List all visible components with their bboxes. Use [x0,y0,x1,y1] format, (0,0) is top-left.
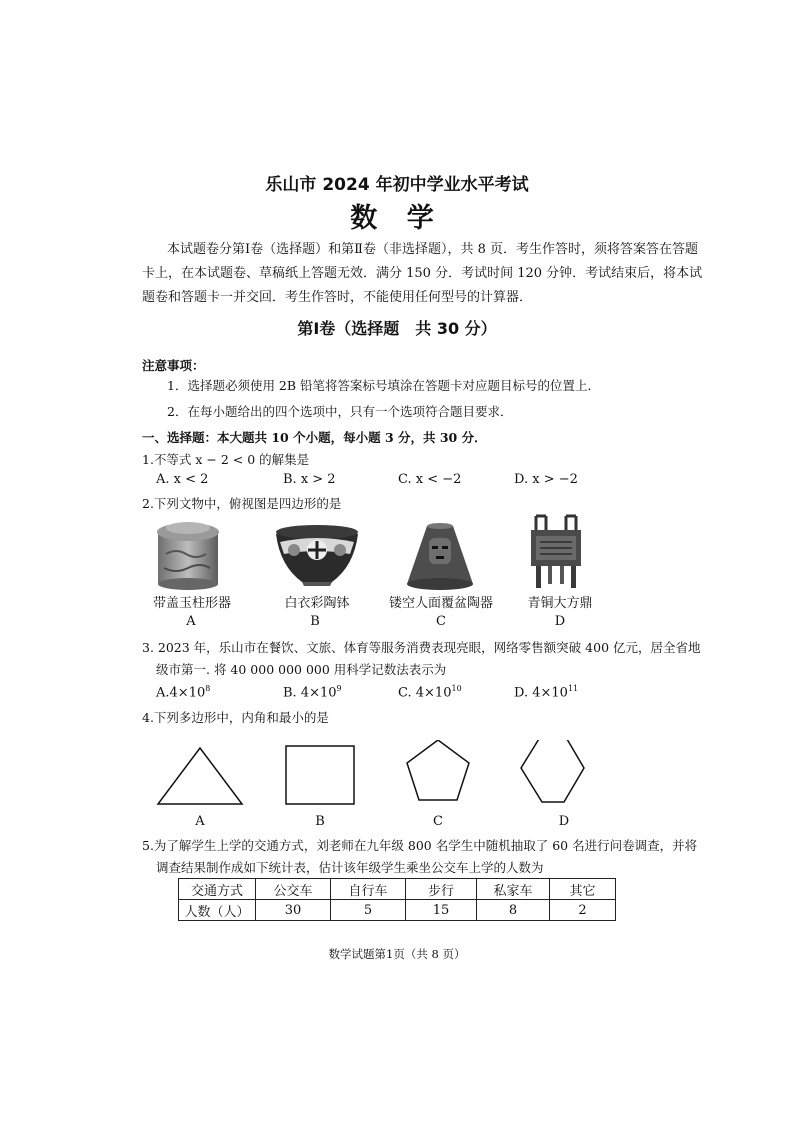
q1-stem: 1.不等式 x − 2 < 0 的解集是 [142,452,310,467]
table-header-cell: 自行车 [331,879,406,900]
table-cell: 2 [550,900,616,921]
polygon-letter: C [433,814,443,829]
option-exponent: 10 [451,684,462,693]
table-header-cell: 公交车 [256,879,331,900]
q3-option-b [283,684,342,700]
artifact-letter: A [186,614,196,629]
table-cell: 15 [406,900,477,921]
triangle-shape [158,748,242,804]
note-item: 2．在每小题给出的四个选项中，只有一个选项符合题目要求． [167,404,513,419]
option-base: 4×10 [169,685,206,701]
intro-line-1: 本试题卷分第Ⅰ卷（选择题）和第Ⅱ卷（非选择题），共 8 页．考生作答时，须将答案答在答题 [167,242,699,257]
exam-title: 乐山市 2024 年初中学业水平考试 [265,175,529,195]
table-cell: 人数（人） [179,900,256,921]
q1-option-a: A. x < 2 [156,472,209,487]
polygons-figure [150,740,660,812]
page-footer: 数学试题第1页（共 8 页） [328,947,466,961]
polygon-letter: D [558,814,570,829]
artifact-caption: 白衣彩陶钵 [284,596,350,611]
option-base: 4×10 [415,685,452,701]
intro-line-2: 卡上，在本试题卷、草稿纸上答题无效．满分 150 分．考试时间 120 分钟．考试结束后，将本试 [142,266,703,281]
q3-stem-line-1: 3. 2023 年，乐山市在餐饮、文旅、体育等服务消费表现亮眼，网络零售额突破 400 亿元，居全省地 [142,640,701,655]
table-header-cell: 交通方式 [179,879,256,900]
option-exponent: 8 [205,684,211,693]
section-heading: 一、选择题：本大题共 10 个小题，每小题 3 分，共 30 分． [142,430,487,445]
jade-cylinder-image [148,514,228,592]
part-title: 第Ⅰ卷（选择题 共 30 分） [297,319,497,338]
option-exponent: 11 [567,684,579,693]
option-base: 4×10 [300,685,337,701]
table-cell: 5 [331,900,406,921]
option-label: B. [283,685,297,701]
artifact-letter: D [554,614,566,629]
q3-option-d [514,684,578,700]
option-label: D. [514,685,529,701]
pentagon-shape [407,740,469,800]
table-row [179,900,616,921]
option-label: A. [156,685,170,701]
artifact-caption: 带盖玉柱形器 [152,596,231,611]
table-header-cell: 步行 [406,879,477,900]
table-header-cell: 私家车 [477,879,550,900]
transport-table [178,878,616,921]
table-header-cell: 其它 [550,879,616,900]
polygon-letter: A [195,814,205,829]
q3-option-a [156,684,210,700]
option-label: C. [398,685,412,701]
artifact-letter: C [436,614,446,629]
q3-option-c [398,684,462,700]
face-pottery-image [403,522,477,592]
q1-option-d: D. x > −2 [514,472,578,487]
artifact-caption: 镂空人面覆盆陶器 [388,596,493,611]
painted-bowl-image [272,520,362,590]
artifact-caption: 青铜大方鼎 [527,596,593,611]
q1-option-b: B. x > 2 [283,472,336,487]
table-header-row [179,879,616,900]
q1-option-c: C. x < −2 [398,472,462,487]
note-item: 1．选择题必须使用 2B 铅笔将答案标号填涂在答题卡对应题目标号的位置上． [167,378,601,393]
bronze-ding-image [526,514,586,592]
table-cell: 8 [477,900,550,921]
q3-stem-line-2: 级市第一. 将 40 000 000 000 用科学记数法表示为 [156,662,447,677]
table-cell: 30 [256,900,331,921]
subject-title: 数 学 [350,203,444,234]
square-shape [286,746,354,804]
option-base: 4×10 [532,685,568,701]
intro-line-3: 题卷和答题卡一并交回．考生作答时，不能使用任何型号的计算器． [142,290,533,305]
q4-stem: 4.下列多边形中，内角和最小的是 [142,710,329,725]
artifact-letter: B [310,614,320,629]
q5-stem-line-1: 5.为了解学生上学的交通方式，刘老师在九年级 800 名学生中随机抽取了 60 名进行问卷调查，并将 [142,838,698,853]
option-exponent: 9 [336,684,342,693]
q2-stem: 2.下列文物中，俯视图是四边形的是 [142,496,342,511]
hexagon-shape [521,740,584,802]
q5-stem-line-2: 调查结果制作成如下统计表，估计该年级学生乘坐公交车上学的人数为 [156,860,544,875]
notes-heading: 注意事项： [142,358,205,373]
polygon-letter: B [315,814,325,829]
